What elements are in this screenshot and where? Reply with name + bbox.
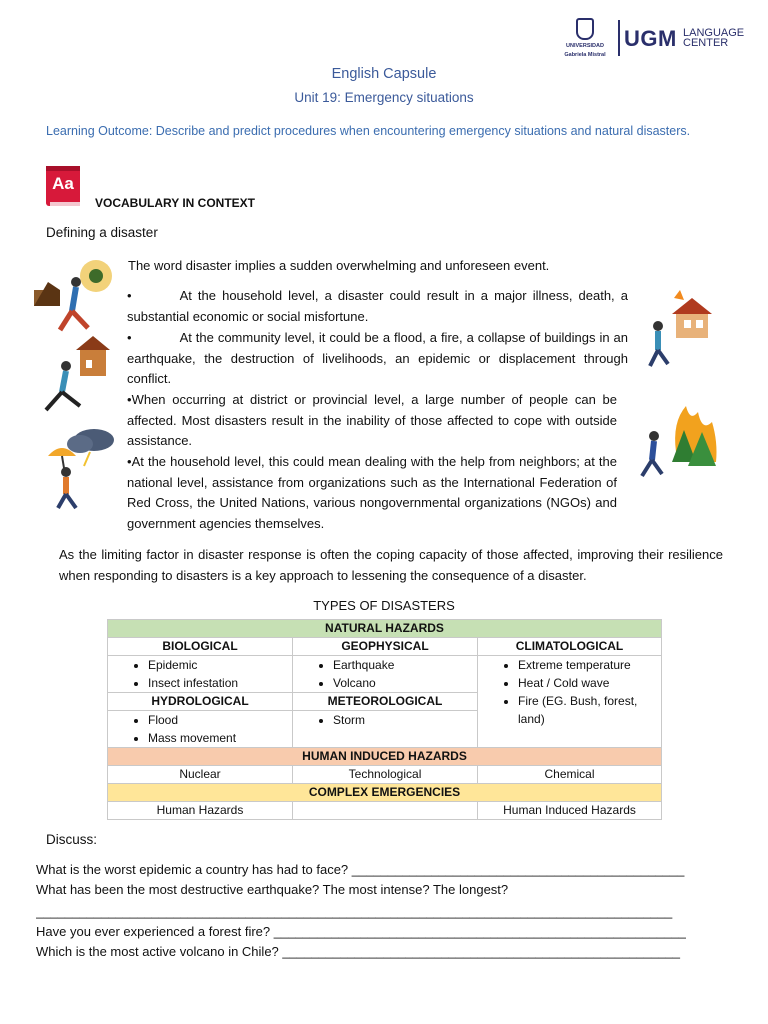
- table-row: [108, 656, 662, 693]
- storm-and-umbrella-illustration: [40, 426, 120, 512]
- crest-icon: [576, 18, 594, 40]
- question-volcano[interactable]: Which is the most active volcano in Chile? _______________________________________________________: [36, 944, 681, 959]
- closing-paragraph: As the limiting factor in disaster response is often the coping capacity of those affected, improving their resilience when responding to disasters is a key approach to lessening the consequence of a disaster.: [59, 547, 723, 583]
- running-from-toxic-gas-illustration: [30, 256, 120, 336]
- question-forest-fire[interactable]: Have you ever experienced a forest fire? _________________________________________________________: [36, 924, 686, 939]
- table-row: [108, 802, 662, 820]
- geophysical-header: GEOPHYSICAL: [293, 638, 478, 656]
- page-title: English Capsule: [331, 66, 437, 82]
- meteorological-header: METEOROLOGICAL: [293, 693, 478, 711]
- bullet-national-text: At the household level, this could mean dealing with the help from neighbors; at the national level, assistance from organizations such as the International Federation of Red Cross, the United Nations, various nongovernmental organizations (NGOs) and government agencies themselves.: [127, 454, 617, 531]
- biological-header: BIOLOGICAL: [108, 638, 293, 656]
- answer-line-earthquake[interactable]: ________________________________________________________________________________________: [36, 904, 673, 919]
- university-logo: [555, 18, 615, 60]
- list-item: • Volcano: [333, 674, 471, 692]
- bullet-community: • At the community level, it could be a flood, a fire, a collapse of buildings in an earthquake, the destruction of livelihoods, an epidemic or displacement through conflict.: [127, 330, 628, 386]
- list-item: • Earthquake: [333, 656, 471, 674]
- list-item: • Flood: [148, 711, 286, 729]
- dictionary-book-icon: [46, 166, 80, 206]
- defining-heading: Defining a disaster: [46, 225, 158, 240]
- question-epidemic[interactable]: What is the worst epidemic a country has had to face? ______________________________________________: [36, 862, 685, 877]
- unit-title: Unit 19: Emergency situations: [294, 90, 474, 105]
- book-icon-text: Aa: [52, 174, 74, 193]
- climatological-cell: [478, 656, 662, 748]
- house-fire-illustration: [640, 290, 720, 370]
- geophysical-cell: [293, 656, 478, 693]
- table-row: [108, 748, 662, 766]
- table-row: [108, 766, 662, 784]
- human-induced-header: HUMAN INDUCED HAZARDS: [108, 748, 662, 766]
- bullet-district: •When occurring at district or provincial level, a large number of people can be affected. Most disasters result in the inability of those affected to cope with outside assistance.: [127, 392, 617, 448]
- table-cell: Human Induced Hazards: [478, 802, 662, 820]
- ugm-logo-text: UGM: [624, 26, 677, 51]
- discuss-heading: Discuss:: [46, 832, 98, 847]
- list-item: • Extreme temperature: [518, 656, 655, 674]
- climatological-header: CLIMATOLOGICAL: [478, 638, 662, 656]
- bullet-national: •At the household level, this could mean dealing with the help from neighbors; at the national level, assistance from organizations such as the International Federation of Red Cross, the United Nations, various nongovernmental organizations (NGOs) and government agencies themselves.: [127, 454, 617, 531]
- biological-cell: [108, 656, 293, 693]
- bullet-district-text: When occurring at district or provincial level, a large number of people can be affected. Most disasters result in the inability of those affected to cope with outside assistance.: [127, 392, 617, 448]
- hydrological-header: HYDROLOGICAL: [108, 693, 293, 711]
- running-from-house-illustration: [36, 336, 116, 416]
- language-center-logo: [683, 28, 744, 48]
- bullet-community-text: At the community level, it could be a flood, a fire, a collapse of buildings in an earthquake, the destruction of livelihoods, an epidemic or displacement through conflict.: [127, 330, 628, 386]
- logo-language: LANGUAGE: [683, 27, 745, 39]
- learning-outcome: Learning Outcome: Describe and predict procedures when encountering emergency situations and natural disasters.: [46, 124, 691, 138]
- table-row: [108, 620, 662, 638]
- hydrological-cell: [108, 711, 293, 748]
- complex-emergencies-header: COMPLEX EMERGENCIES: [108, 784, 662, 802]
- list-item: • Epidemic: [148, 656, 286, 674]
- disaster-types-table: [107, 619, 662, 820]
- forest-fire-illustration: [636, 402, 720, 492]
- natural-hazards-header: NATURAL HAZARDS: [108, 620, 662, 638]
- table-row: [108, 784, 662, 802]
- list-item: • Fire (EG. Bush, forest, land): [518, 692, 655, 728]
- meteorological-cell: [293, 711, 478, 748]
- table-cell: Chemical: [478, 766, 662, 784]
- list-item: • Insect infestation: [148, 674, 286, 692]
- logo-center: CENTER: [683, 37, 729, 49]
- university-name-line2: Gabriela Mistral: [564, 52, 606, 58]
- table-cell: Nuclear: [108, 766, 293, 784]
- list-item: • Heat / Cold wave: [518, 674, 655, 692]
- list-item: • Storm: [333, 711, 471, 729]
- vocabulary-heading: VOCABULARY IN CONTEXT: [95, 196, 256, 210]
- bullet-household-text: At the household level, a disaster could result in a major illness, death, a substantial economic or social misfortune.: [127, 288, 628, 324]
- table-cell: Human Hazards: [108, 802, 293, 820]
- list-item: • Mass movement: [148, 729, 286, 747]
- university-name-line1: UNIVERSIDAD: [566, 43, 604, 49]
- table-cell: Technological: [293, 766, 478, 784]
- table-cell: [293, 802, 478, 820]
- bullet-household: • At the household level, a disaster could result in a major illness, death, a substantial economic or social misfortune.: [127, 288, 628, 324]
- types-of-disasters-title: TYPES OF DISASTERS: [313, 598, 455, 613]
- question-earthquake: What has been the most destructive earthquake? The most intense? The longest?: [36, 882, 509, 897]
- table-row: [108, 638, 662, 656]
- intro-paragraph: The word disaster implies a sudden overwhelming and unforeseen event.: [128, 258, 550, 273]
- logo-divider: [618, 20, 620, 56]
